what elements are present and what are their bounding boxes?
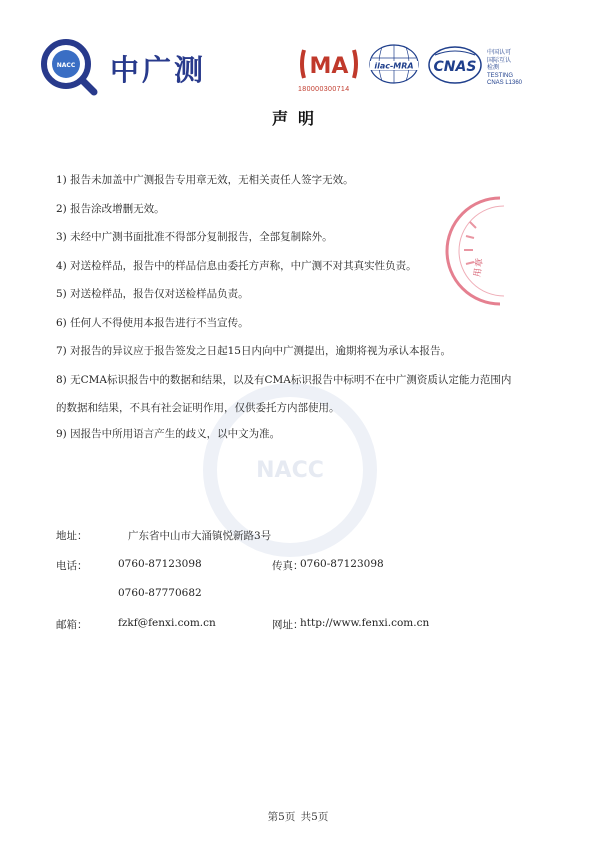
cnas-accreditation-text [487,50,522,88]
address-label: 地址： [56,530,88,542]
email-value: fzkf@fenxi.com.cn [118,617,216,629]
statement-item: 4) 对送检样品，报告中的样品信息由委托方声称，中广测不对其真实性负责。 [56,259,417,272]
seal-text: 用章 [472,256,486,278]
page-title: 声明 [271,109,324,128]
cma-icon [298,44,360,84]
cnas-side-line: 中国认可 [487,50,512,56]
statement-item: 1) 报告未加盖中广测报告专用章无效，无相关责任人签字无效。 [56,174,354,186]
fax-label: 传真： [272,560,304,572]
cma-mark-text: MA [309,54,349,79]
cnas-side-line: TESTING [487,72,514,79]
address-value: 广东省中山市大涌镇悦新路3号 [128,530,272,542]
statement-item-8 [56,373,556,415]
statement-item-8-line2: 的数据和结果，不具有社会证明作用，仅供委托方内部使用。 [56,401,340,414]
page-total: 共5页 [300,811,329,823]
phone-value-1: 0760-87123098 [118,558,202,570]
email-label: 邮箱： [56,619,88,631]
cnas-icon [425,44,485,88]
fax-value: 0760-87123098 [300,558,384,570]
logo-badge-text: NACC [56,62,76,69]
website-label: 网址： [272,619,304,631]
phone-value-2: 0760-87770682 [118,587,202,599]
ilac-mark-text: ilac-MRA [374,61,414,71]
cnas-side-line: CNAS L1360 [487,80,523,86]
statement-item-8-line1: 8) 无CMA标识报告中的数据和结果，以及有CMA标识报告中标明不在中广测资质认定能力范围内 [56,373,512,386]
cma-number: 180000300714 [298,86,350,93]
page-footer [0,809,596,824]
ilac-mra-icon [366,44,422,88]
statement-item: 2) 报告涂改增删无效。 [56,202,165,215]
page-number: 第5页 [267,811,296,823]
statement-item: 7) 对报告的异议应于报告签发之日起15日内向中广测提出，逾期将视为承认本报告。 [56,345,451,357]
statement-item: 5) 对送检样品，报告仅对送检样品负责。 [56,288,249,300]
statement-item: 9) 因报告中所用语言产生的歧义，以中文为准。 [56,428,281,440]
nacc-logo-icon [38,36,100,96]
cnas-side-line: 国际互认 [487,57,512,64]
watermark-text: NACC [256,458,324,483]
website-value: http://www.fenxi.com.cn [300,617,430,629]
statement-list [56,173,556,456]
cnas-mark-text: CNAS [433,59,477,75]
company-name: 中广测 [110,53,207,87]
statement-item: 6) 任何人不得使用本报告进行不当宣传。 [56,316,249,329]
phone-label: 电话： [56,560,88,572]
cnas-side-line: 检测 [487,65,500,71]
statement-item: 3) 未经中广测书面批准不得部分复制报告，全部复制除外。 [56,231,333,243]
